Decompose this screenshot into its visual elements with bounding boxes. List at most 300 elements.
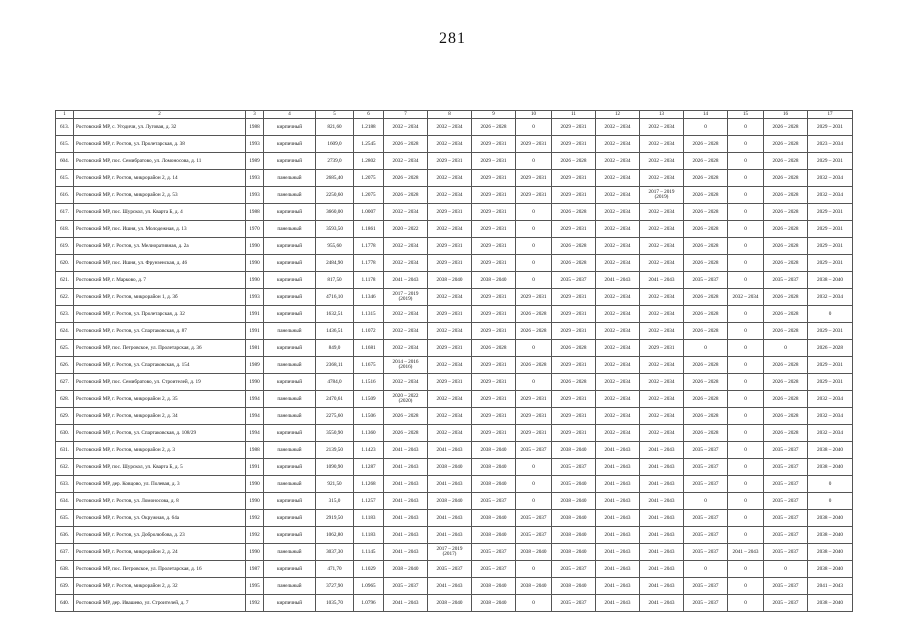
- table-row: [56, 340, 853, 357]
- table-cell: 635.: [56, 510, 74, 527]
- table-cell: 2041 – 2043: [384, 459, 428, 476]
- table-cell: 2035 – 2037: [552, 595, 596, 612]
- table-cell: 0: [728, 255, 764, 272]
- table-cell: панельный: [264, 391, 316, 408]
- table-cell: 2032 – 2034: [428, 136, 472, 153]
- table-cell: 2032 – 2034: [596, 136, 640, 153]
- table-cell: 2032 – 2034: [384, 153, 428, 170]
- table-cell: 2026 – 2028: [684, 357, 728, 374]
- table-cell: кирпичный: [264, 153, 316, 170]
- table-cell: 2026 – 2028: [552, 374, 596, 391]
- table-cell: 615.: [56, 136, 74, 153]
- table-cell: 0: [516, 595, 552, 612]
- table-cell: 2038 – 2040: [552, 442, 596, 459]
- table-cell: 1.1681: [354, 340, 384, 357]
- table-cell: 1.1360: [354, 425, 384, 442]
- table-cell: 1994: [246, 425, 264, 442]
- table-cell: 315,0: [316, 493, 354, 510]
- table-cell: 2029 – 2031: [552, 357, 596, 374]
- table-cell: 2026 – 2028: [472, 119, 516, 136]
- table-cell: 2032 – 2034: [640, 289, 684, 306]
- table-cell: 1.1183: [354, 527, 384, 544]
- table-cell: 1993: [246, 136, 264, 153]
- table-cell: 2032 – 2034: [596, 408, 640, 425]
- table-cell: 0: [516, 255, 552, 272]
- table-row: [56, 255, 853, 272]
- table-cell: 0: [728, 442, 764, 459]
- table-cell: 2026 – 2028: [552, 340, 596, 357]
- table-cell: 2038 – 2040: [552, 527, 596, 544]
- table-cell: 2029 – 2031: [808, 357, 853, 374]
- table-cell: 821,60: [316, 119, 354, 136]
- table-cell: 2032 – 2034: [384, 255, 428, 272]
- table-cell: 2041 – 2043: [428, 578, 472, 595]
- table-cell: 2035 – 2037: [684, 595, 728, 612]
- table-cell: 1990: [246, 476, 264, 493]
- table-cell: 0: [728, 578, 764, 595]
- column-header: 4: [264, 111, 316, 119]
- table-cell: 2017 – 2019 (2017): [428, 544, 472, 561]
- table-cell: 0: [728, 561, 764, 578]
- table-cell: 2041 – 2043: [384, 493, 428, 510]
- table-cell: 2032 – 2034: [596, 221, 640, 238]
- table-cell: кирпичный: [264, 238, 316, 255]
- table-row: [56, 153, 853, 170]
- table-cell: 2035 – 2037: [428, 561, 472, 578]
- address-cell: Ростовский МР, пос. Ишня, ул. Молодежная, д. 13: [74, 221, 246, 238]
- table-cell: 0: [728, 459, 764, 476]
- table-cell: 1993: [246, 170, 264, 187]
- table-cell: 2041 – 2043: [428, 527, 472, 544]
- table-cell: 2032 – 2034: [596, 357, 640, 374]
- table-cell: 0: [808, 493, 853, 510]
- table-cell: 1.1287: [354, 459, 384, 476]
- table-cell: кирпичный: [264, 374, 316, 391]
- table-cell: 2032 – 2034: [596, 289, 640, 306]
- table-cell: 1981: [246, 340, 264, 357]
- table-cell: 2032 – 2034: [596, 187, 640, 204]
- table-cell: 2032 – 2034: [428, 323, 472, 340]
- table-cell: 2029 – 2031: [472, 289, 516, 306]
- table-cell: 2041 – 2043: [384, 527, 428, 544]
- table-cell: панельный: [264, 544, 316, 561]
- table-cell: 2035 – 2037: [764, 595, 808, 612]
- table-cell: 1992: [246, 595, 264, 612]
- table-cell: 2139,50: [316, 442, 354, 459]
- table-cell: 2035 – 2037: [684, 476, 728, 493]
- address-cell: Ростовский МР, пос. Ишня, ул. Фрунзенская, д. 46: [74, 255, 246, 272]
- table-cell: панельный: [264, 357, 316, 374]
- table-cell: 2026 – 2028: [764, 357, 808, 374]
- table-cell: 2032 – 2034: [384, 238, 428, 255]
- table-cell: 2041 – 2043: [640, 510, 684, 527]
- table-cell: 640.: [56, 595, 74, 612]
- table-cell: 2029 – 2031: [428, 238, 472, 255]
- address-cell: Ростовский МР, с. Угодичи, ул. Луговая, д. 32: [74, 119, 246, 136]
- table-row: [56, 357, 853, 374]
- table-cell: 2026 – 2028: [684, 408, 728, 425]
- table-row: [56, 187, 853, 204]
- table-cell: 2029 – 2031: [516, 136, 552, 153]
- table-cell: 2032 – 2034: [384, 374, 428, 391]
- table-cell: 2029 – 2031: [472, 187, 516, 204]
- table-cell: 2026 – 2028: [764, 136, 808, 153]
- table-cell: 0: [728, 425, 764, 442]
- table-cell: 2035 – 2037: [684, 442, 728, 459]
- table-cell: 2032 – 2034: [596, 119, 640, 136]
- table-cell: 2032 – 2034: [640, 425, 684, 442]
- table-cell: 1988: [246, 119, 264, 136]
- table-row: [56, 221, 853, 238]
- table-cell: 0: [728, 187, 764, 204]
- table-cell: 2038 – 2040: [552, 510, 596, 527]
- table-cell: 1993: [246, 289, 264, 306]
- address-cell: Ростовский МР, г. Ростов, ул. Добролюбова, д. 23: [74, 527, 246, 544]
- table-cell: 2032 – 2034: [808, 425, 853, 442]
- table-cell: 2029 – 2031: [552, 408, 596, 425]
- table-cell: 2032 – 2034: [384, 119, 428, 136]
- table-cell: 3550,90: [316, 425, 354, 442]
- table-cell: 2035 – 2040: [552, 476, 596, 493]
- table-cell: 2032 – 2034: [596, 204, 640, 221]
- address-cell: Ростовский МР, пос. Шурскол, ул. Кварта Б, д. 5: [74, 459, 246, 476]
- table-row: [56, 408, 853, 425]
- table-cell: кирпичный: [264, 595, 316, 612]
- table-row: [56, 170, 853, 187]
- table-cell: 0: [516, 561, 552, 578]
- table-cell: панельный: [264, 408, 316, 425]
- table-cell: 2029 – 2031: [516, 187, 552, 204]
- table-cell: 2032 – 2034: [808, 187, 853, 204]
- table-cell: 2035 – 2037: [552, 459, 596, 476]
- table-cell: 2026 – 2028: [764, 204, 808, 221]
- table-cell: 2041 – 2043: [384, 442, 428, 459]
- table-cell: 2017 – 2019 (2019): [640, 187, 684, 204]
- table-cell: 2029 – 2031: [472, 408, 516, 425]
- table-cell: 2038 – 2040: [472, 442, 516, 459]
- table-cell: 2032 – 2034: [640, 238, 684, 255]
- table-cell: 2685,40: [316, 170, 354, 187]
- table-cell: 2038 – 2040: [808, 561, 853, 578]
- table-cell: 620.: [56, 255, 74, 272]
- address-cell: Ростовский МР, г. Ростов, микрорайон 2, д. 35: [74, 391, 246, 408]
- table-cell: 631.: [56, 442, 74, 459]
- table-cell: кирпичный: [264, 527, 316, 544]
- table-cell: 1.1257: [354, 493, 384, 510]
- table-cell: 2026 – 2028: [516, 323, 552, 340]
- table-row: [56, 442, 853, 459]
- table-row: [56, 595, 853, 612]
- table-cell: панельный: [264, 442, 316, 459]
- table-cell: 2032 – 2034: [384, 340, 428, 357]
- table-cell: 2023 – 2034: [808, 136, 853, 153]
- table-cell: 2029 – 2031: [472, 170, 516, 187]
- table-cell: 627.: [56, 374, 74, 391]
- table-cell: 2029 – 2031: [472, 374, 516, 391]
- table-cell: 3037,30: [316, 544, 354, 561]
- table-row: [56, 119, 853, 136]
- table-cell: 2470,61: [316, 391, 354, 408]
- table-cell: 2032 – 2034: [640, 119, 684, 136]
- table-cell: 2032 – 2034: [428, 221, 472, 238]
- table-cell: 619.: [56, 238, 74, 255]
- table-cell: 2035 – 2037: [684, 578, 728, 595]
- column-header: 6: [354, 111, 384, 119]
- table-cell: панельный: [264, 170, 316, 187]
- table-cell: 2029 – 2031: [472, 425, 516, 442]
- table-cell: 2029 – 2031: [472, 255, 516, 272]
- table-cell: 4716,10: [316, 289, 354, 306]
- table-cell: 0: [516, 459, 552, 476]
- table-cell: кирпичный: [264, 119, 316, 136]
- table-cell: 2041 – 2043: [640, 459, 684, 476]
- table-cell: 2029 – 2031: [808, 221, 853, 238]
- table-cell: 0: [728, 221, 764, 238]
- table-cell: 2029 – 2031: [808, 238, 853, 255]
- table-cell: 1.1315: [354, 306, 384, 323]
- table-cell: 1.2802: [354, 153, 384, 170]
- table-cell: 2038 – 2040: [808, 527, 853, 544]
- column-header: 9: [472, 111, 516, 119]
- table-row: [56, 493, 853, 510]
- table-cell: 2026 – 2028: [552, 255, 596, 272]
- column-header: 17: [808, 111, 853, 119]
- table-cell: 2038 – 2040: [472, 459, 516, 476]
- table-cell: кирпичный: [264, 510, 316, 527]
- table-cell: 2041 – 2043: [640, 442, 684, 459]
- table-cell: 2026 – 2028: [764, 187, 808, 204]
- table-cell: 0: [516, 374, 552, 391]
- table-cell: 2041 – 2043: [596, 459, 640, 476]
- table-cell: 2026 – 2028: [516, 306, 552, 323]
- table-cell: 2041 – 2043: [384, 272, 428, 289]
- table-cell: 613.: [56, 119, 74, 136]
- column-header: 8: [428, 111, 472, 119]
- table-cell: 1989: [246, 153, 264, 170]
- table-cell: 1.1029: [354, 561, 384, 578]
- table-cell: 2029 – 2031: [552, 289, 596, 306]
- table-cell: 1989: [246, 357, 264, 374]
- table-cell: 1.1183: [354, 510, 384, 527]
- table-cell: 1988: [246, 204, 264, 221]
- column-header: 2: [74, 111, 246, 119]
- table-cell: 2035 – 2037: [472, 493, 516, 510]
- table-cell: 2029 – 2031: [472, 136, 516, 153]
- table-row: [56, 561, 853, 578]
- table-cell: 2026 – 2028: [384, 187, 428, 204]
- table-cell: 2041 – 2043: [640, 561, 684, 578]
- address-cell: Ростовский МР, г. Марково, д. 7: [74, 272, 246, 289]
- table-cell: 2029 – 2031: [428, 306, 472, 323]
- table-cell: 2029 – 2031: [552, 221, 596, 238]
- table-cell: 2038 – 2040: [808, 272, 853, 289]
- table-cell: 2026 – 2028: [552, 153, 596, 170]
- table-row: [56, 476, 853, 493]
- address-cell: Ростовский МР, г. Ростов, ул. Окружная, д. 64а: [74, 510, 246, 527]
- table-row: [56, 136, 853, 153]
- table-cell: кирпичный: [264, 289, 316, 306]
- address-cell: Ростовский МР, г. Ростов, микрорайон 2, д. 14: [74, 170, 246, 187]
- table-cell: 2041 – 2043: [640, 595, 684, 612]
- table-cell: 2035 – 2037: [384, 578, 428, 595]
- table-cell: 2038 – 2040: [472, 476, 516, 493]
- table-cell: 1.1516: [354, 374, 384, 391]
- table-cell: 2032 – 2034: [428, 391, 472, 408]
- table-cell: 2029 – 2031: [552, 136, 596, 153]
- table-cell: 0: [728, 391, 764, 408]
- table-cell: 2026 – 2028: [764, 323, 808, 340]
- table-cell: 2029 – 2031: [428, 255, 472, 272]
- table-cell: 0: [516, 221, 552, 238]
- table-cell: 2041 – 2043: [596, 544, 640, 561]
- table-cell: 0: [728, 408, 764, 425]
- table-cell: 1988: [246, 442, 264, 459]
- table-cell: 2038 – 2040: [472, 578, 516, 595]
- table-cell: 955,60: [316, 238, 354, 255]
- address-cell: Ростовский МР, пос. Семибратово, ул. Строителей, д. 19: [74, 374, 246, 391]
- table-cell: 0: [808, 306, 853, 323]
- table-cell: 2041 – 2043: [640, 544, 684, 561]
- table-cell: 2026 – 2028: [684, 374, 728, 391]
- table-cell: 2032 – 2034: [428, 425, 472, 442]
- table-cell: 2029 – 2031: [472, 323, 516, 340]
- column-header: 10: [516, 111, 552, 119]
- table-cell: 2038 – 2040: [516, 544, 552, 561]
- table-cell: 2032 – 2034: [640, 153, 684, 170]
- table-cell: 2026 – 2028: [808, 340, 853, 357]
- table-cell: кирпичный: [264, 493, 316, 510]
- table-cell: 817,50: [316, 272, 354, 289]
- table-cell: 2026 – 2028: [764, 170, 808, 187]
- table-cell: 0: [728, 119, 764, 136]
- table-cell: 2017 – 2019 (2019): [384, 289, 428, 306]
- table-cell: 604.: [56, 153, 74, 170]
- address-cell: Ростовский МР, г. Ростов, ул. Спартаковская, д. 154: [74, 357, 246, 374]
- table-cell: 2032 – 2034: [640, 357, 684, 374]
- table-cell: 0: [728, 340, 764, 357]
- table-cell: 2035 – 2037: [764, 527, 808, 544]
- table-cell: 2032 – 2034: [596, 153, 640, 170]
- table-cell: 1991: [246, 306, 264, 323]
- table-cell: 2035 – 2037: [516, 527, 552, 544]
- table-cell: 2029 – 2031: [428, 374, 472, 391]
- table-cell: 2041 – 2043: [808, 578, 853, 595]
- table-cell: 1991: [246, 323, 264, 340]
- table-cell: 2041 – 2043: [384, 510, 428, 527]
- table-cell: 2041 – 2043: [640, 527, 684, 544]
- table-cell: 1436,51: [316, 323, 354, 340]
- table-cell: 1.2075: [354, 187, 384, 204]
- address-cell: Ростовский МР, г. Ростов, ул. Спартаковская, д. 108/29: [74, 425, 246, 442]
- table-cell: 0: [728, 476, 764, 493]
- table-cell: 2041 – 2043: [640, 493, 684, 510]
- table-cell: 2032 – 2034: [596, 238, 640, 255]
- table-cell: 2026 – 2028: [764, 425, 808, 442]
- table-cell: 2038 – 2040: [808, 459, 853, 476]
- table-cell: 2038 – 2040: [808, 544, 853, 561]
- table-cell: 471,70: [316, 561, 354, 578]
- table-cell: 0: [516, 238, 552, 255]
- table-cell: 2032 – 2034: [596, 391, 640, 408]
- table-cell: 634.: [56, 493, 74, 510]
- table-cell: 2038 – 2040: [472, 510, 516, 527]
- column-header: 5: [316, 111, 354, 119]
- table-cell: 2038 – 2040: [808, 595, 853, 612]
- table-cell: 1.1145: [354, 544, 384, 561]
- table-cell: 1990: [246, 544, 264, 561]
- table-cell: 2026 – 2028: [764, 289, 808, 306]
- column-header: 12: [596, 111, 640, 119]
- table-cell: 2032 – 2034: [596, 340, 640, 357]
- table-cell: 2026 – 2028: [764, 408, 808, 425]
- column-header: 13: [640, 111, 684, 119]
- table-cell: 0: [516, 493, 552, 510]
- table-cell: 0: [684, 340, 728, 357]
- table-cell: кирпичный: [264, 272, 316, 289]
- table-cell: 2032 – 2034: [428, 170, 472, 187]
- table-cell: 2035 – 2037: [684, 527, 728, 544]
- table-cell: 629.: [56, 408, 74, 425]
- table-cell: 2029 – 2031: [552, 425, 596, 442]
- address-cell: Ростовский МР, пос. Петровское, ул. Пролетарская, д. 16: [74, 561, 246, 578]
- table-cell: 2250,60: [316, 187, 354, 204]
- address-cell: Ростовский МР, г. Ростов, микрорайон 1, д. 3б: [74, 289, 246, 306]
- table-cell: 1090,90: [316, 459, 354, 476]
- column-header: 15: [728, 111, 764, 119]
- table-cell: 0: [728, 374, 764, 391]
- table-cell: 2026 – 2028: [684, 204, 728, 221]
- table-cell: 1993: [246, 187, 264, 204]
- address-cell: Ростовский МР, г. Ростов, ул. Ломоносова, д. 8: [74, 493, 246, 510]
- table-cell: 1994: [246, 408, 264, 425]
- table-cell: кирпичный: [264, 306, 316, 323]
- table-cell: 2026 – 2028: [764, 238, 808, 255]
- table-cell: 2041 – 2043: [596, 476, 640, 493]
- table-cell: 621.: [56, 272, 74, 289]
- table-cell: 2026 – 2028: [684, 238, 728, 255]
- table-cell: 0: [728, 170, 764, 187]
- table-cell: 2041 – 2043: [596, 272, 640, 289]
- table-cell: 2038 – 2040: [552, 578, 596, 595]
- table-cell: 2041 – 2043: [728, 544, 764, 561]
- table-cell: 0: [684, 561, 728, 578]
- table-cell: 2026 – 2028: [684, 255, 728, 272]
- table-cell: 628.: [56, 391, 74, 408]
- table-cell: 921,50: [316, 476, 354, 493]
- table-row: [56, 238, 853, 255]
- table-cell: 2026 – 2028: [764, 153, 808, 170]
- table-cell: 3593,50: [316, 221, 354, 238]
- table-cell: 2484,90: [316, 255, 354, 272]
- address-cell: Ростовский МР, дер. Ковцово, ул. Полевая, д. 3: [74, 476, 246, 493]
- table-cell: 0: [728, 306, 764, 323]
- table-cell: панельный: [264, 187, 316, 204]
- address-cell: Ростовский МР, г. Ростов, микрорайон 2, д. 32: [74, 578, 246, 595]
- address-cell: Ростовский МР, г. Ростов, микрорайон 2, д. 24: [74, 544, 246, 561]
- table-cell: 2041 – 2043: [428, 476, 472, 493]
- table-cell: 1992: [246, 510, 264, 527]
- table-cell: 2029 – 2031: [472, 357, 516, 374]
- address-cell: Ростовский МР, г. Ростов, микрорайон 2, д. 53: [74, 187, 246, 204]
- table-row: [56, 459, 853, 476]
- table-cell: 1.1423: [354, 442, 384, 459]
- address-cell: Ростовский МР, г. Ростов, микрорайон 2, д. 3: [74, 442, 246, 459]
- table-cell: 2041 – 2043: [596, 442, 640, 459]
- table-cell: 2026 – 2028: [764, 221, 808, 238]
- table-cell: 0: [764, 561, 808, 578]
- column-header: 1: [56, 111, 74, 119]
- table-cell: кирпичный: [264, 255, 316, 272]
